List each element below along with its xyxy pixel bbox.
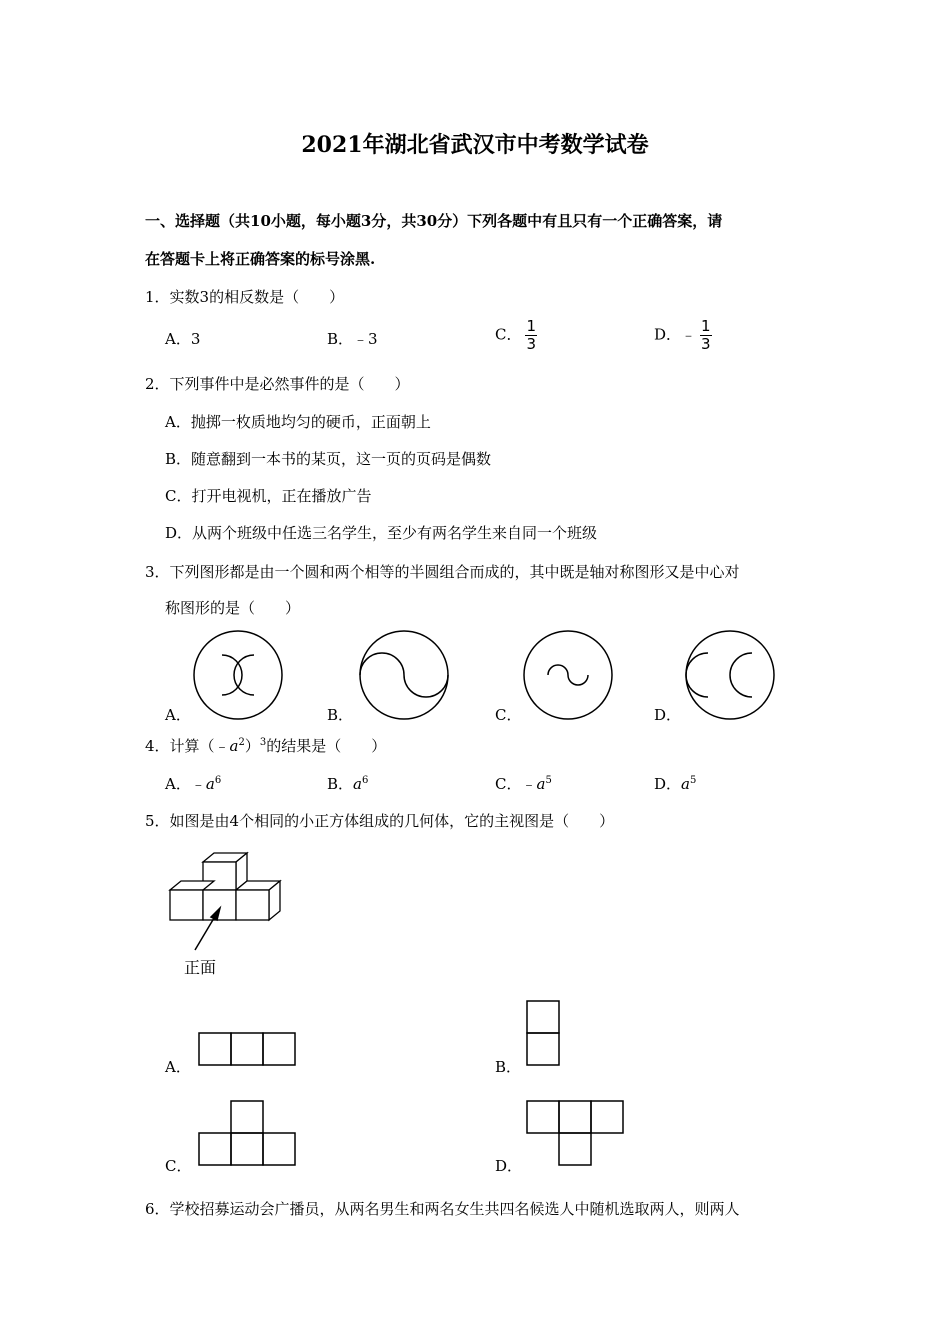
q4-option-d — [654, 773, 696, 794]
fraction-one-third — [700, 318, 712, 353]
q4-stem-suffix: 的结果是（ ） — [266, 737, 387, 755]
question-1-stem: 1．实数3的相反数是（ ） — [145, 288, 345, 306]
q1-option-d — [654, 318, 712, 353]
option-label: D． — [654, 775, 682, 793]
q5-label-c: C． — [165, 1157, 192, 1175]
option-label: C． — [495, 775, 522, 793]
option-var: a — [353, 775, 362, 793]
q1-option-c-label: C． — [495, 325, 522, 344]
q4-close-paren: ） — [244, 737, 260, 755]
option-sign: ﹣ — [190, 775, 206, 793]
question-3-stem-line2: 称图形的是（ ） — [165, 599, 301, 617]
option-label: B． — [327, 775, 354, 793]
front-view-label: 正面 — [184, 958, 217, 977]
fraction-denominator: 3 — [701, 335, 711, 353]
question-4-stem — [145, 735, 386, 756]
q4-option-b — [327, 773, 368, 794]
q2-option-b: B．随意翻到一本书的某页，这一页的页码是偶数 — [165, 450, 492, 468]
option-exp: 5 — [545, 775, 552, 786]
question-6-stem: 6．学校招募运动会广播员，从两名男生和两名女生共四名候选人中随机选取两人，则两人 — [145, 1200, 740, 1218]
q4-option-a — [165, 773, 221, 794]
q3-label-d: D． — [654, 706, 682, 724]
section-heading-line2: 在答题卡上将正确答案的标号涂黑. — [145, 250, 376, 268]
option-label: A． — [165, 775, 191, 793]
q2-option-a: A．抛掷一枚质地均匀的硬币，正面朝上 — [165, 413, 431, 431]
option-exp: 5 — [689, 775, 697, 786]
q5-label-d: D． — [495, 1157, 523, 1175]
section-heading-line1: 一、选择题（共10小题，每小题3分，共30分）下列各题中有且只有一个正确答案，请 — [145, 212, 723, 230]
q5-option-c-figure — [198, 1100, 298, 1168]
page-title: 2021年湖北省武汉市中考数学试卷 — [301, 132, 649, 158]
q3-label-b: B． — [327, 706, 354, 724]
q5-option-d-figure — [526, 1100, 626, 1168]
q3-label-a: A． — [165, 706, 191, 724]
q3-figure-a — [190, 627, 286, 723]
q3-figure-d — [682, 627, 778, 723]
option-var: a — [536, 775, 546, 793]
question-2-stem: 2．下列事件中是必然事件的是（ ） — [145, 375, 410, 393]
option-exp: 6 — [361, 775, 369, 786]
q4-option-c — [495, 773, 552, 794]
q3-label-c: C． — [495, 706, 522, 724]
q5-label-a: A． — [165, 1058, 191, 1076]
question-5-stem: 5．如图是由4个相同的小正方体组成的几何体，它的主视图是（ ） — [145, 812, 615, 830]
option-var: a — [681, 775, 690, 793]
option-var: a — [205, 775, 215, 793]
option-exp: 6 — [214, 775, 222, 786]
q4-stem-prefix: 4．计算（﹣ — [145, 737, 230, 755]
fraction-numerator: 1 — [701, 317, 711, 335]
q2-option-c: C．打开电视机，正在播放广告 — [165, 487, 372, 505]
fraction-denominator: 3 — [526, 335, 537, 353]
fraction-numerator: 1 — [526, 317, 537, 335]
q1-option-b: B．﹣3 — [327, 330, 378, 348]
option-sign: ﹣ — [521, 775, 537, 793]
q4-exp-outer: 3 — [259, 737, 267, 748]
q5-option-a-figure — [198, 1032, 298, 1068]
q1-option-a: A．3 — [165, 330, 201, 348]
q3-figure-b — [356, 627, 452, 723]
q4-exp-inner: 2 — [238, 737, 245, 748]
q5-label-b: B． — [495, 1058, 522, 1076]
q1-option-d-label: D．﹣ — [654, 325, 697, 344]
question-3-stem-line1: 3．下列图形都是由一个圆和两个相等的半圆组合而成的，其中既是轴对称图形又是中心对 — [145, 563, 740, 581]
q5-option-b-figure — [526, 1000, 562, 1068]
q2-option-d: D．从两个班级中任选三名学生，至少有两名学生来自同一个班级 — [165, 524, 598, 542]
q1-option-c — [495, 318, 537, 353]
fraction-one-third — [525, 318, 537, 353]
q5-solid-figure — [165, 850, 285, 980]
q4-var: a — [229, 737, 239, 755]
q3-figure-c — [520, 627, 616, 723]
